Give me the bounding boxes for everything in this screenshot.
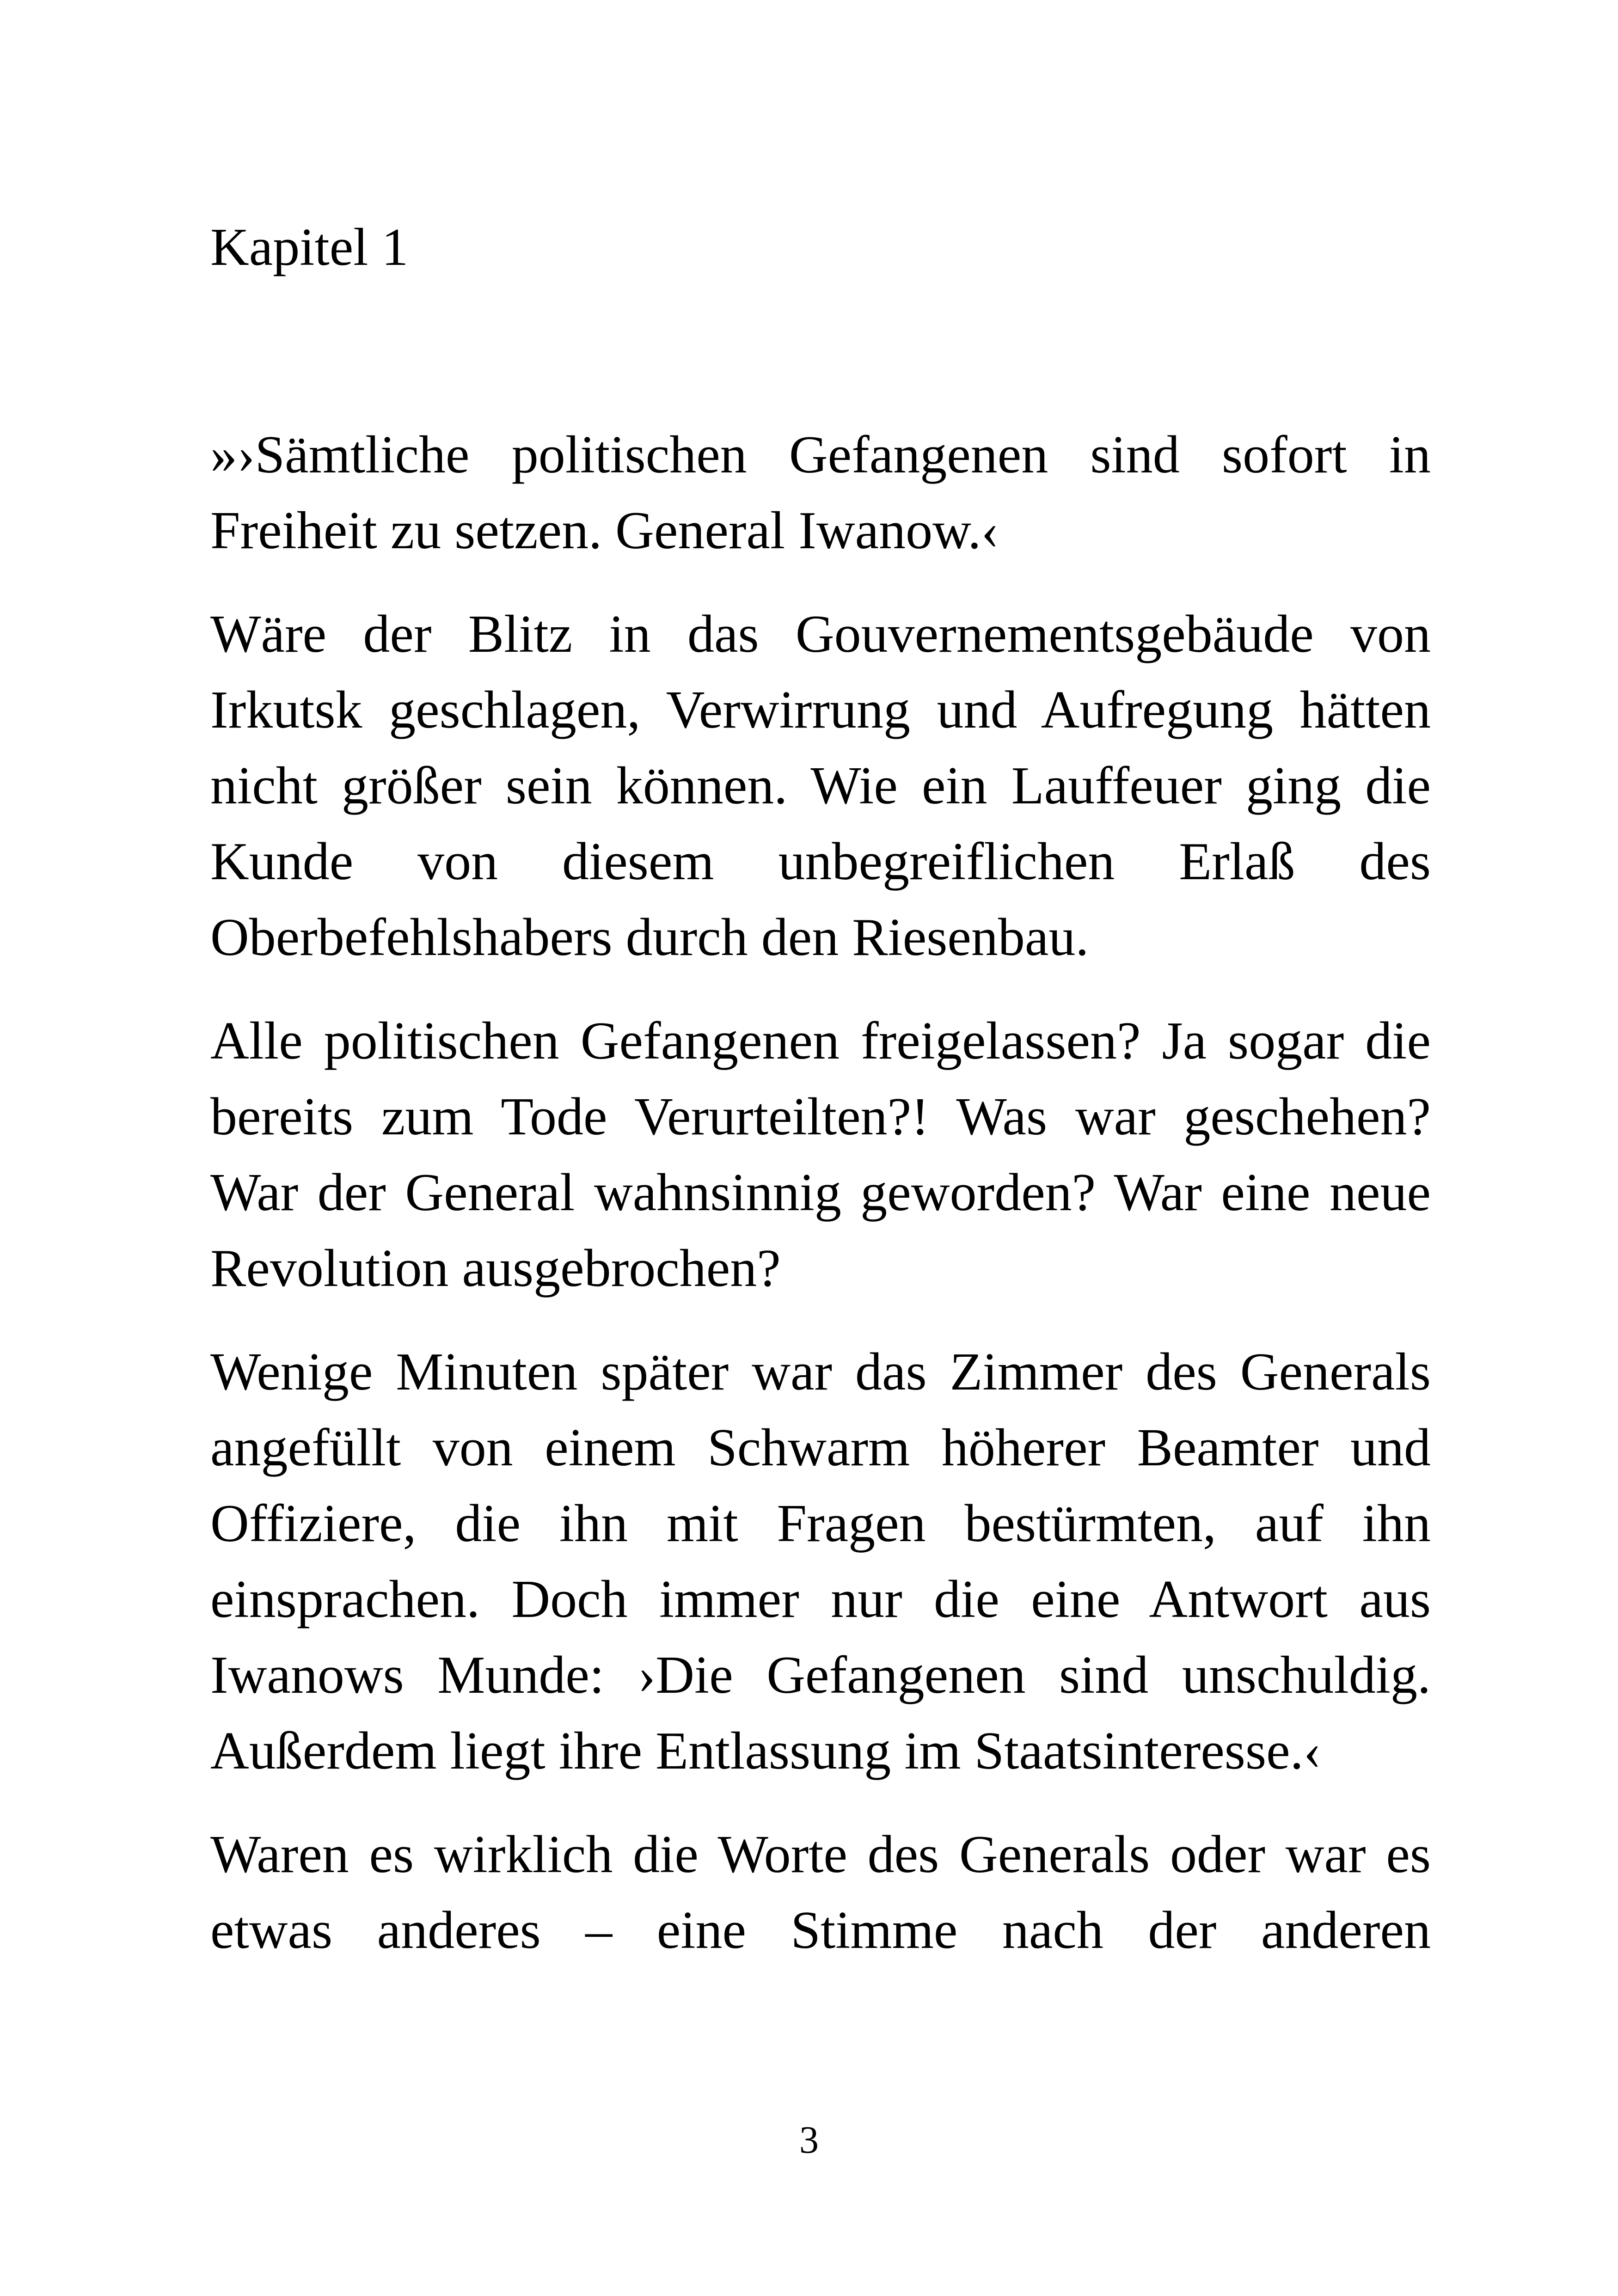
page-number: 3 [799,2118,819,2161]
paragraph: Wäre der Blitz in das Gouvernementsgebäude von Irkutsk geschlagen, Verwirrung und Aufregung hätten nicht größer sein können. Wie ein Lauffeuer ging die Kunde von diesem unbegreiflichen Erlaß des Oberbefehlshabers durch den Riesenbau. [210,605,1431,967]
paragraph: »›Sämtliche politischen Gefangenen sind sofort in Freiheit zu setzen. General Iwanow.‹ [210,425,1431,560]
chapter-title: Kapitel 1 [210,218,409,277]
paragraph: Alle politischen Gefangenen freigelassen? Ja sogar die bereits zum Tode Verurteilten?! Was war geschehen? War der General wahnsinnig geworden? War eine neue Revolution ausgebrochen? [210,1011,1431,1298]
paragraph: Wenige Minuten später war das Zimmer des Generals angefüllt von einem Schwarm höherer Beamter und Offiziere, die ihn mit Fragen bestürmten, auf ihn einsprachen. Doch immer nur die eine Antwort aus Iwanows Munde: ›Die Gefangenen sind unschuldig. Außerdem liegt ihre Entlassung im Staatsinteresse.‹ [210,1342,1431,1781]
body-text [210,417,1431,1968]
paragraph: Waren es wirklich die Worte des Generals oder war es etwas anderes – eine Stimme nach der anderen [210,1825,1431,1960]
